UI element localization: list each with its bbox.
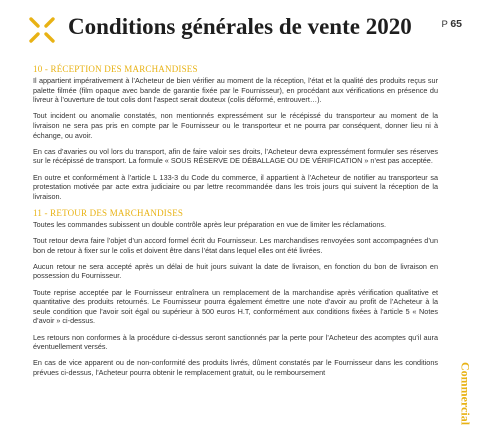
paragraph: Il appartient impérativement à l’Acheteur de bien vérifier au moment de la réception, l’état et la qualité des produits reçus sur palette filmée (film opaque avec bande de garantie fixée par le Fournisseur), en procédant aux vérifications en présence du livreur à l’ouverture de tout colis dont l’aspect serait douteux (colis déformé, entrouvert…). [33,76,438,105]
section-heading-retour: 11 - RETOUR DES MARCHANDISES [33,207,184,218]
paragraph: Les retours non conformes à la procédure ci-dessus seront sanctionnés par la perte pour l’Acheteur des acomptes qu’il aura éventuellement versés. [33,332,438,352]
paragraph: Toute reprise acceptée par le Fournisseur entraînera un remplacement de la marchandise après vérification qualitative et quantitative des produits retournés. Le Fournisseur pourra également émettre une note d’avoir au profit de l’Acheteur à la seule condition que l’avoir soit égal ou supérieur à 500 euros H.T, conformément aux conditions fixées à l’article 5 « Notes d’avoir » ci-dessus. [33,287,438,326]
document-body [33,64,438,384]
page-header [28,14,468,54]
page-prefix: P [441,19,448,30]
paragraph: Toutes les commandes subissent un double contrôle après leur préparation en vue de limiter les réclamations. [33,219,387,229]
paragraph: Tout incident ou anomalie constatés, non mentionnés expressément sur le récépissé du transporteur au moment de la livraison ne sera pas pris en compte par le Fournisseur ou le transporteur et ne pourra par conséquent, donner lieu ni à échange, ou avoir. [33,111,438,140]
side-tab-commercial [457,352,473,436]
section-heading-reception: 10 - RÉCEPTION DES MARCHANDISES [33,64,198,74]
paragraph: En outre et conformément à l’article L 133-3 du Code du commerce, il appartient à l’Acheteur de notifier au transporteur sa protestation motivée par acte extra judiciaire ou par lettre recommandée dans les trois jours qui suivent la réception de la livraison. [33,172,438,201]
paragraph: En cas d’avaries ou vol lors du transport, afin de faire valoir ses droits, l’Acheteur devra expressément formuler ses réserves sur le récépissé de transport. La formule « SOUS RÉSERVE DE DÉBALLAGE OU DE VÉRIFICATION » n’est pas acceptée. [33,146,438,166]
page-number-value: 65 [450,18,462,30]
page-number [442,18,463,30]
page-title: Conditions générales de vente 2020 [68,14,412,39]
paragraph: En cas de vice apparent ou de non-conformité des produits livrés, dûment constatés par le Fournisseur dans les conditions prévues ci-dessus, l’Acheteur pourra obtenir le remplacement gratuit, ou le remboursement [33,358,438,377]
asterisk-x-icon [28,16,56,44]
side-tab-label: Commercial [458,362,473,426]
paragraph: Aucun retour ne sera accepté après un délai de huit jours suivant la date de livraison, en fonction du bon de livraison en possession du Fournisseur. [33,261,438,281]
paragraph: Tout retour devra faire l’objet d’un accord formel écrit du Fournisseur. Les marchandises renvoyées sont accompagnées d’un bon de retour à fixer sur le colis et doivent être dans l’état dans lequel elles ont été livrées. [33,236,438,255]
